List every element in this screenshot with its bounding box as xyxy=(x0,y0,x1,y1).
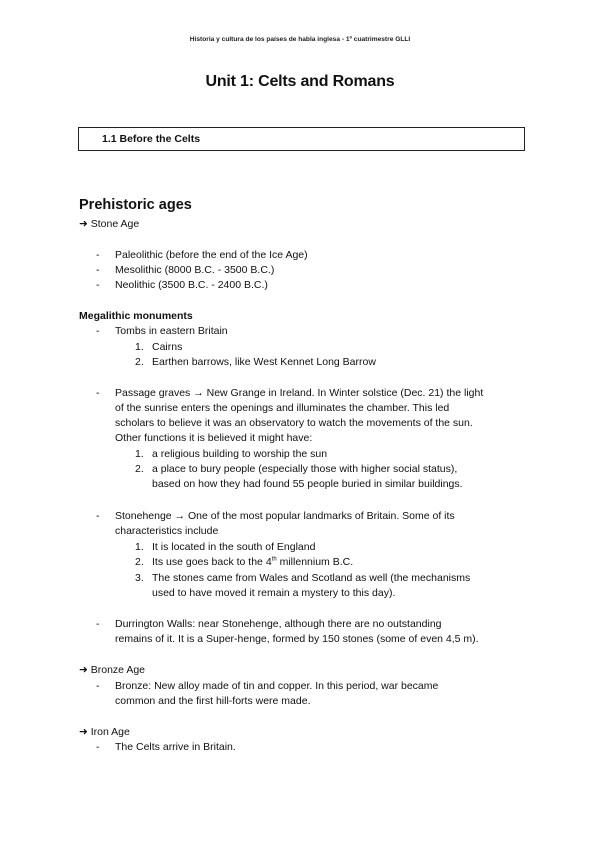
list-dash: - xyxy=(96,325,100,337)
megalithic-heading: Megalithic monuments xyxy=(79,310,193,322)
paragraph-line: Bronze: New alloy made of tin and copper. In this period, war became xyxy=(115,680,439,692)
section-heading: 1.1 Before the Celts xyxy=(102,133,201,145)
list-dash: - xyxy=(96,618,100,630)
page-title: Unit 1: Celts and Romans xyxy=(205,73,395,90)
list-item: based on how they had found 55 people buried in similar buildings. xyxy=(152,478,463,490)
list-item: used to have moved it remain a mystery to this day). xyxy=(152,587,396,599)
arrow-icon: ➜ xyxy=(79,218,88,230)
list-item: Cairns xyxy=(152,341,183,353)
paragraph-line: The Celts arrive in Britain. xyxy=(115,741,236,753)
page-header: Historia y cultura de los países de habla inglesa - 1º cuatrimestre GLLI xyxy=(189,36,411,43)
paragraph-line: scholars to believe it was an observatory to watch the movements of the sun. xyxy=(115,417,473,429)
list-number: 3. xyxy=(135,572,144,584)
paragraph-line: Durrington Walls: near Stonehenge, although there are no outstanding xyxy=(115,618,442,630)
list-item: Tombs in eastern Britain xyxy=(115,325,228,337)
list-dash: - xyxy=(96,264,100,276)
list-item: Neolithic (3500 B.C. - 2400 B.C.) xyxy=(115,279,268,291)
prehistoric-heading: Prehistoric ages xyxy=(79,197,192,213)
paragraph-line: of the sunrise enters the openings and illuminates the chamber. This led xyxy=(115,402,450,414)
paragraph-line: common and the first hill-forts were made. xyxy=(115,695,311,707)
paragraph-line: remains of it. It is a Super-henge, formed by 150 stones (some of even 4,5 m). xyxy=(115,633,479,645)
list-dash: - xyxy=(96,249,100,261)
paragraph-line: Passage graves → New Grange in Ireland. In Winter solstice (Dec. 21) the light xyxy=(115,387,484,399)
bronze-age-label: ➜ Bronze Age xyxy=(79,664,146,676)
arrow-icon: ➜ xyxy=(79,664,88,676)
list-number: 1. xyxy=(135,541,144,553)
list-number: 2. xyxy=(135,356,144,368)
list-item: Mesolithic (8000 B.C. - 3500 B.C.) xyxy=(115,264,275,276)
list-item: It is located in the south of England xyxy=(152,541,316,553)
section-heading-box xyxy=(78,127,525,151)
list-dash: - xyxy=(96,279,100,291)
list-item: a place to bury people (especially those with higher social status), xyxy=(152,463,458,475)
list-dash: - xyxy=(96,510,100,522)
list-item: a religious building to worship the sun xyxy=(152,448,328,460)
arrow-icon: ➜ xyxy=(79,726,88,738)
list-number: 2. xyxy=(135,463,144,475)
list-item: Paleolithic (before the end of the Ice Age) xyxy=(115,249,308,261)
list-item: Its use goes back to the 4th millennium B.C. xyxy=(152,556,354,568)
stone-age-label: ➜ Stone Age xyxy=(79,218,140,230)
list-number: 2. xyxy=(135,556,144,568)
list-number: 1. xyxy=(135,448,144,460)
list-dash: - xyxy=(96,680,100,692)
paragraph-line: Other functions it is believed it might have: xyxy=(115,432,313,444)
iron-age-label: ➜ Iron Age xyxy=(79,726,130,738)
list-dash: - xyxy=(96,741,100,753)
list-item: Earthen barrows, like West Kennet Long Barrow xyxy=(152,356,376,368)
paragraph-line: characteristics include xyxy=(115,525,219,537)
paragraph-line: Stonehenge → One of the most popular landmarks of Britain. Some of its xyxy=(115,510,455,522)
list-item: The stones came from Wales and Scotland as well (the mechanisms xyxy=(152,572,471,584)
list-number: 1. xyxy=(135,341,144,353)
list-dash: - xyxy=(96,387,100,399)
